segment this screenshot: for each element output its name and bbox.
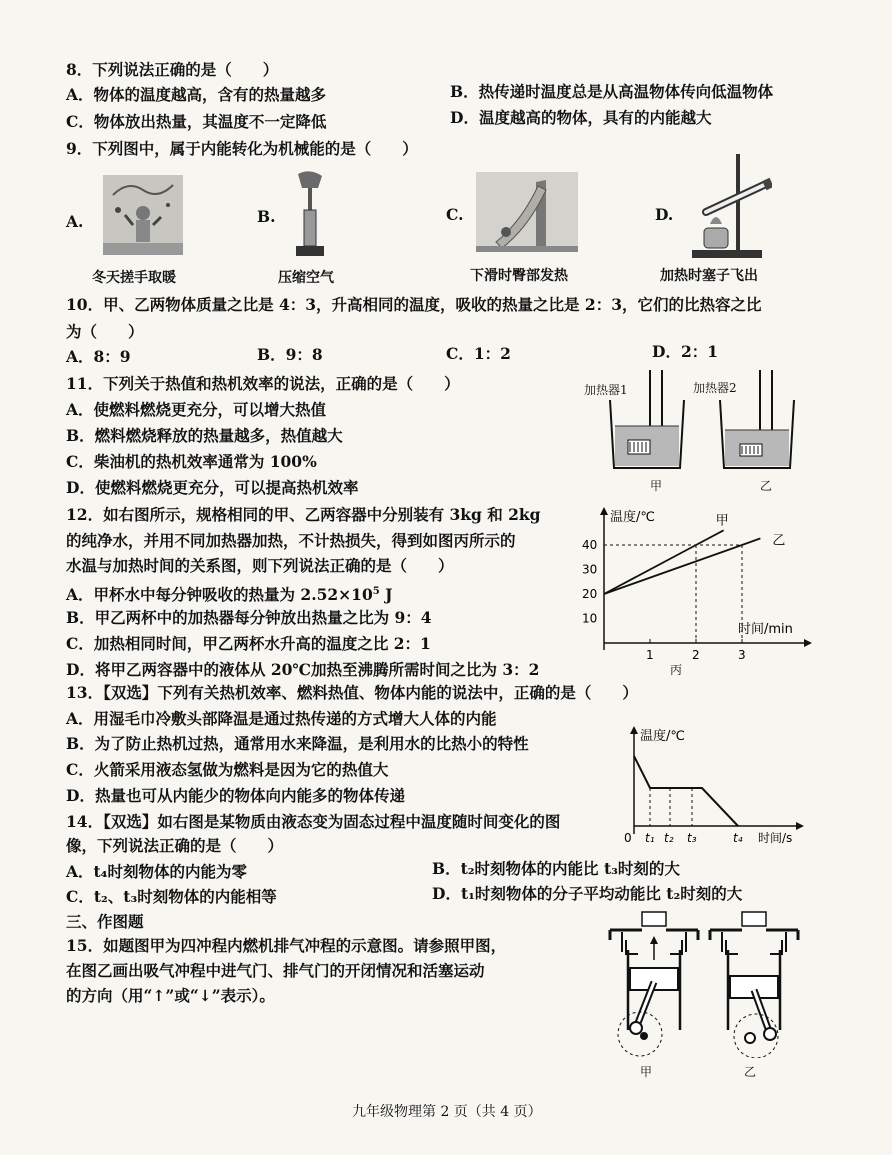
- heater2-label: 加热器2: [693, 381, 737, 395]
- q11-option-d: D．使燃料燃烧更充分，可以提高热机效率: [66, 478, 359, 497]
- chart1-xlabel: 时间/min: [738, 622, 793, 637]
- q14-option-a: A．t₄时刻物体的内能为零: [66, 862, 247, 881]
- q14-stem-line1: 14．【双选】如右图是某物质由液态变为固态过程中温度随时间变化的图: [66, 812, 561, 831]
- chart2-tick-t1: t₁: [645, 831, 655, 845]
- q8-stem: 8．下列说法正确的是（ ）: [66, 60, 279, 79]
- q8-option-a: A．物体的温度越高，含有的热量越多: [66, 85, 327, 104]
- heater1-label: 加热器1: [584, 383, 628, 397]
- q13-option-b: B．为了防止热机过热，通常用水来降温，是利用水的比热小的特性: [66, 734, 529, 753]
- cup-yi-label: 乙: [760, 479, 773, 493]
- engine-diagram-yi: [706, 910, 802, 1058]
- q12-option-a: [66, 582, 392, 605]
- beakers-figure: [600, 368, 800, 474]
- q10-stem-line1: 10．甲、乙两物体质量之比是 4：3，升高相同的温度，吸收的热量之比是 2：3，它们的比热容之比: [66, 295, 762, 314]
- q13-option-a: A．用湿毛巾冷敷头部降温是通过热传递的方式增大人体的内能: [66, 709, 497, 728]
- page-footer: 九年级物理第 2 页（共 4 页）: [352, 1104, 542, 1120]
- chart1-xtick-label: 2: [692, 648, 700, 662]
- q12-option-a-unit: J: [379, 585, 393, 605]
- chart2-tick-t3: t₃: [687, 831, 697, 845]
- chart1-caption: 丙: [670, 663, 683, 677]
- q14-option-d: D．t₁时刻物体的分子平均动能比 t₂时刻的大: [432, 884, 743, 903]
- q9-caption-d: 加热时塞子飞出: [660, 268, 758, 284]
- q9-label-a: A.: [66, 212, 84, 231]
- q10-option-b: B．9：8: [257, 345, 323, 364]
- chart1-ytick-label: 20: [582, 587, 598, 601]
- chart1-series-line: [604, 538, 760, 594]
- q13-stem: 13．【双选】下列有关热机效率、燃料热值、物体内能的说法中，正确的是（ ）: [66, 683, 638, 702]
- chart1-xtick-label: 3: [738, 648, 746, 662]
- chart1-y-arrow: [600, 507, 608, 515]
- q8-option-d: D．温度越高的物体，具有的内能越大: [450, 108, 712, 127]
- chart2-tick-t2: t₂: [664, 831, 674, 845]
- chart1-series-label: 乙: [772, 533, 786, 549]
- chart2-tick-0: 0: [624, 831, 632, 845]
- q14-option-b: B．t₂时刻物体的内能比 t₃时刻的大: [432, 859, 680, 878]
- q14-option-c: C．t₂、t₃时刻物体的内能相等: [66, 887, 277, 906]
- q9-caption-c: 下滑时臀部发热: [470, 268, 568, 284]
- q9-caption-a: 冬天搓手取暖: [92, 270, 176, 286]
- q8-option-c: C．物体放出热量，其温度不一定降低: [66, 112, 327, 131]
- chart1-ylabel: 温度/℃: [610, 510, 655, 525]
- q12-option-a-text: A．甲杯水中每分钟吸收的热量为 2.52×10: [66, 585, 373, 605]
- q13-option-d: D．热量也可从内能少的物体向内能多的物体传递: [66, 786, 405, 805]
- q14-stem-line2: 像，下列说法正确的是（ ）: [66, 836, 284, 855]
- engine-label-jia: 甲: [640, 1065, 653, 1079]
- heating-test-tube-image: [686, 152, 772, 262]
- q9-caption-b: 压缩空气: [278, 270, 334, 286]
- q11-option-c: C．柴油机的热机效率通常为 100%: [66, 452, 317, 471]
- engine-diagram-jia: [606, 910, 702, 1058]
- q12-stem-line1: 12．如右图所示，规格相同的甲、乙两容器中分别装有 3kg 和 2kg: [66, 505, 541, 524]
- rubbing-hands-image: [103, 175, 183, 255]
- chart2-tick-t4: t₄: [733, 831, 743, 845]
- chart1-ytick-label: 10: [582, 611, 598, 626]
- q12-option-c: C．加热相同时间，甲乙两杯水升高的温度之比 2：1: [66, 634, 431, 653]
- q11-stem: 11．下列关于热值和热机效率的说法，正确的是（ ）: [66, 374, 460, 393]
- q15-line2: 在图乙画出吸气冲程中进气门、排气门的开闭情况和活塞运动: [66, 961, 485, 980]
- q10-option-a: A．8：9: [66, 347, 131, 366]
- chart1-xtick-label: 1: [646, 648, 654, 662]
- q12-option-b: B．甲乙两杯中的加热器每分钟放出热量之比为 9：4: [66, 608, 432, 627]
- cup-jia-label: 甲: [650, 479, 663, 493]
- chart1-x-arrow: [804, 639, 812, 647]
- engine-label-yi: 乙: [744, 1065, 757, 1079]
- section-heading: 三、作图题: [66, 912, 144, 931]
- q11-option-b: B．燃料燃烧释放的热量越多，热值越大: [66, 426, 343, 445]
- chart2-xlabel: 时间/s: [758, 831, 793, 845]
- chart2-x-arrow: [796, 822, 804, 830]
- chart1-ytick-label: 30: [582, 562, 598, 577]
- q13-option-c: C．火箭采用液态氢做为燃料是因为它的热值大: [66, 760, 389, 779]
- slide-image: [476, 172, 578, 252]
- q9-label-c: C.: [446, 205, 464, 224]
- q12-stem-line3: 水温与加热时间的关系图，则下列说法正确的是（ ）: [66, 556, 454, 575]
- cooling-curve-chart: [612, 722, 812, 852]
- q9-label-b: B.: [257, 207, 276, 226]
- q15-line3: 的方向（用“↑”或“↓”表示）。: [66, 986, 275, 1005]
- q12-stem-line2: 的纯净水，并用不同加热器加热，不计热损失，得到如图丙所示的: [66, 531, 516, 550]
- chart2-y-arrow: [630, 726, 638, 734]
- temperature-time-chart: [580, 505, 820, 675]
- chart1-ytick-label: 40: [582, 538, 598, 552]
- chart1-series-line: [604, 530, 724, 594]
- q15-line1: 15．如题图甲为四冲程内燃机排气冲程的示意图。请参照甲图，: [66, 936, 507, 955]
- q12-option-a-exponent: 5: [372, 586, 380, 597]
- q10-option-c: C．1：2: [446, 344, 511, 363]
- q10-option-d: D．2：1: [652, 342, 719, 361]
- q9-stem: 9．下列图中，属于内能转化为机械能的是（ ）: [66, 139, 418, 158]
- q9-label-d: D.: [655, 205, 674, 224]
- q8-option-b: B．热传递时温度总是从高温物体传向低温物体: [450, 82, 774, 101]
- q10-stem-line2: 为（ ）: [66, 322, 144, 341]
- chart1-series-label: 甲: [715, 513, 729, 529]
- q12-option-d: D．将甲乙两容器中的液体从 20℃加热至沸腾所需时间之比为 3：2: [66, 660, 540, 679]
- q11-option-a: A．使燃料燃烧更充分，可以增大热值: [66, 400, 327, 419]
- air-pump-image: [290, 170, 330, 260]
- chart2-ylabel: 温度/℃: [640, 729, 685, 744]
